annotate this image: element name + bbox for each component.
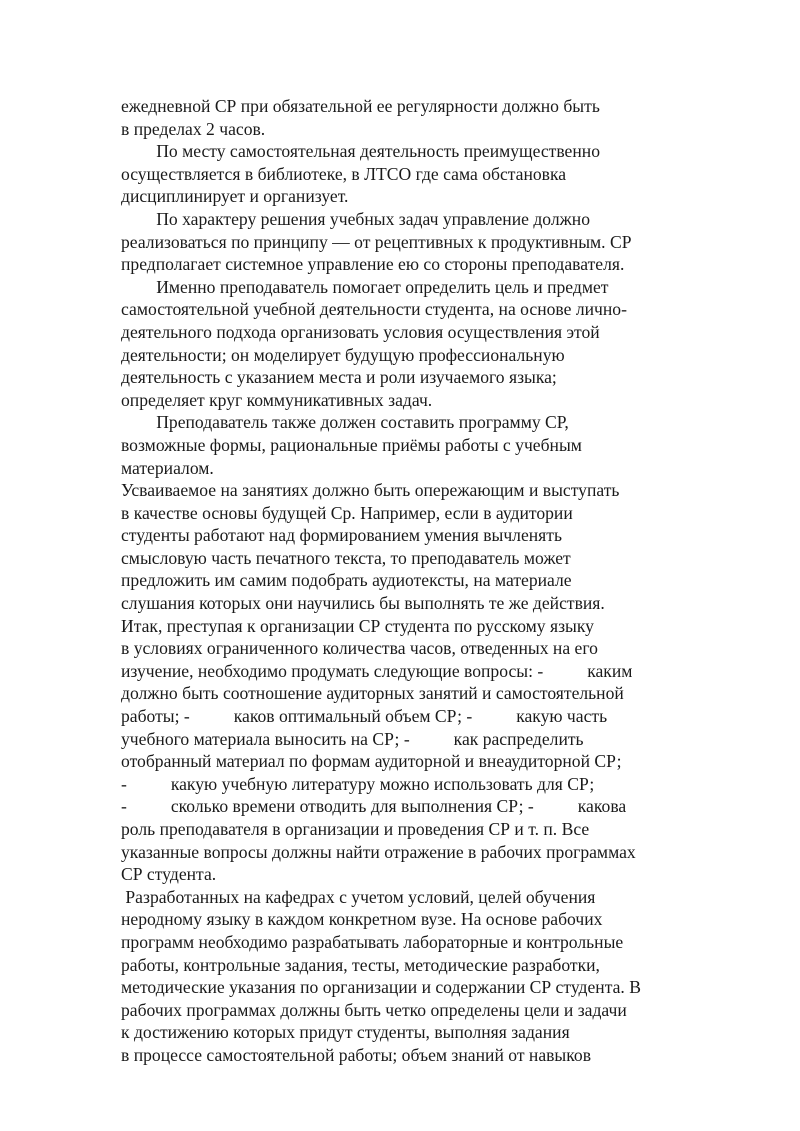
text-line: Разработанных на кафедрах с учетом условий, целей обучения [121,886,596,907]
text-line: Преподаватель также должен составить программу СР, [121,412,569,433]
text-line: в пределах 2 часов. [121,118,266,139]
text-line: деятельность с указанием места и роли изучаемого языка; [121,367,557,388]
text-line: указанные вопросы должны найти отражение в рабочих программах [121,841,636,862]
text-line: осуществляется в библиотеке, в ЛТСО где сама обстановка [121,163,567,184]
text-line: - сколько времени отводить для выполнения СР; - какова [121,796,627,817]
text-line: к достижению которых придут студенты, выполняя задания [121,1022,570,1043]
text-line: По месту самостоятельная деятельность преимущественно [121,141,600,162]
text-line: неродному языку в каждом конкретном вузе. На основе рабочих [121,909,603,930]
text-line: Итак, преступая к организации СР студента по русскому языку [121,615,594,636]
text-line: изучение, необходимо продумать следующие вопросы: - каким [121,660,633,681]
text-line: По характеру решения учебных задач управление должно [121,208,591,229]
text-line: Усваиваемое на занятиях должно быть опережающим и выступать [121,480,620,501]
text-line: смысловую часть печатного текста, то преподаватель может [121,547,571,568]
text-line: в условиях ограниченного количества часов, отведенных на его [121,638,598,659]
text-line: роль преподавателя в организации и проведения СР и т. п. Все [121,819,590,839]
text-line: работы; - каков оптимальный объем СР; - какую часть [121,706,608,727]
text-line: студенты работают над формированием умения вычленять [121,525,562,546]
text-line: программ необходимо разрабатывать лабораторные и контрольные [121,931,624,952]
text-line: возможные формы, рациональные приёмы работы с учебным [121,434,582,455]
text-line: дисциплинирует и организует. [121,186,349,207]
text-line: в качестве основы будущей Ср. Например, если в аудитории [121,502,573,523]
text-line: определяет круг коммуникативных задач. [121,389,433,410]
text-line: - какую учебную литературу можно использовать для СР; [121,773,595,794]
text-line: работы, контрольные задания, тесты, методические разработки, [121,954,600,975]
text-line: в процессе самостоятельной работы; объем знаний от навыков [121,1044,592,1065]
text-line: реализоваться по принципу — от рецептивных к продуктивным. СР [121,231,632,252]
text-line: деятельности; он моделирует будущую профессиональную [121,344,565,365]
text-line: отобранный материал по формам аудиторной и внеаудиторной СР; [121,751,622,772]
text-line: деятельного подхода организовать условия осуществления этой [121,321,600,342]
text-line: должно быть соотношение аудиторных занятий и самостоятельной [121,683,624,704]
text-line: методические указания по организации и содержании СР студента. В [121,977,641,998]
text-line: учебного материала выносить на СР; - как распределить [121,728,584,749]
text-line: рабочих программах должны быть четко определены цели и задачи [121,999,627,1020]
text-line: СР студента. [121,864,217,885]
text-line: Именно преподаватель помогает определить цель и предмет [121,276,609,297]
text-line: материалом. [121,457,214,478]
text-line: ежедневной СР при обязательной ее регулярности должно быть [121,96,600,116]
text-line: предложить им самим подобрать аудиотексты, на материале [121,570,572,591]
text-line: слушания которых они научились бы выполнять те же действия. [121,593,605,614]
document-body [121,95,691,1067]
text-line: самостоятельной учебной деятельности студента, на основе лично- [121,299,627,320]
text-line: предполагает системное управление ею со стороны преподавателя. [121,254,625,275]
